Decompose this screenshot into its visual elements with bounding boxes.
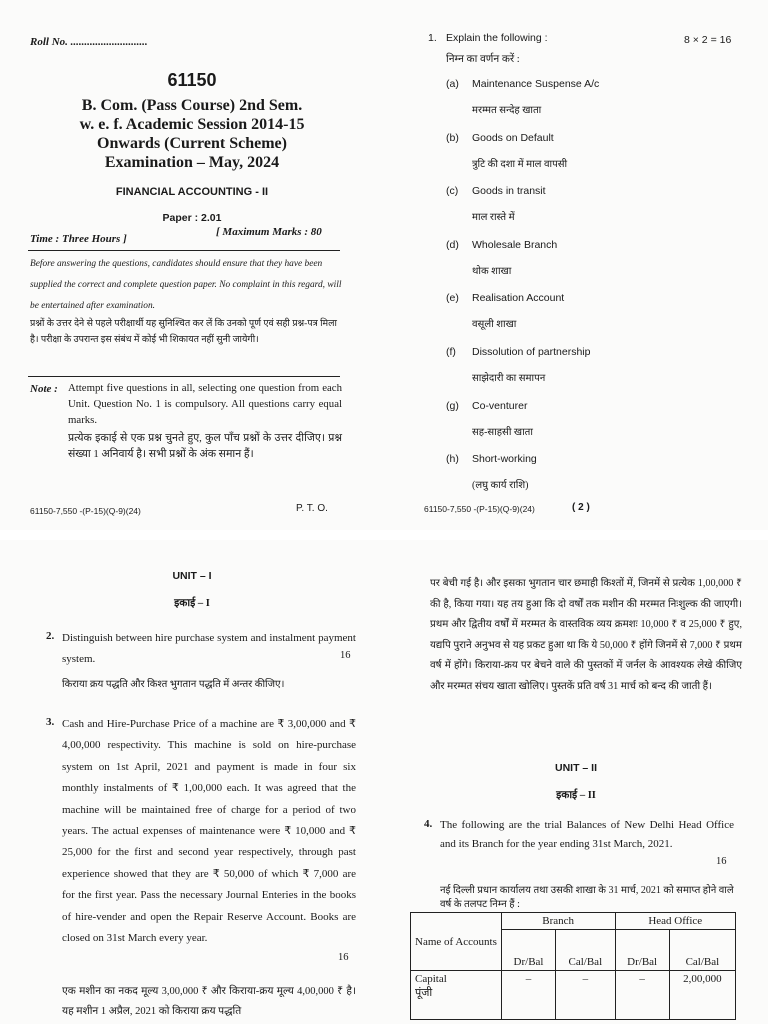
question-number: 2.: [46, 630, 55, 642]
trial-balance-table: [410, 912, 736, 1020]
sub-question-text-hindi: थोक शाखा: [472, 265, 512, 277]
exam-page-2: [384, 0, 768, 530]
divider: [28, 250, 340, 251]
exam-page-4: [384, 540, 768, 1024]
sub-question-text: Goods in transit: [472, 185, 546, 198]
column-subheader: Dr/Bal: [615, 930, 669, 971]
instructions-english: Before answering the questions, candidates should ensure that they have been supplied the correct and complete question paper. No complaint in this regard, will be entertained after examination.: [30, 259, 342, 311]
sub-question-text-hindi: सह-साहसी खाता: [472, 426, 533, 438]
table-header-row: [411, 913, 736, 930]
question-marks: 8 × 2 = 16: [684, 34, 732, 46]
subject: FINANCIAL ACCOUNTING - II: [115, 186, 269, 198]
paper-number: Paper : 2.01: [162, 212, 222, 224]
title-line: w. e. f. Academic Session 2014-15: [79, 116, 305, 133]
title-line: Onwards (Current Scheme): [97, 135, 287, 152]
exam-page-1: [0, 0, 384, 530]
sub-question-text-hindi: मरम्मत सन्देह खाता: [472, 105, 542, 116]
sub-question-text: Realisation Account: [472, 292, 565, 305]
sub-question-text-hindi: त्रुटि की दशा में माल वापसी: [472, 158, 568, 170]
pto: P. T. O.: [296, 503, 328, 514]
sub-question-label: (g): [446, 399, 459, 412]
question-text: Explain the following :: [446, 32, 548, 44]
column-header: Head Office: [615, 913, 736, 930]
title-block: [0, 96, 384, 172]
sub-question-text: Wholesale Branch: [472, 238, 558, 251]
row-label-en: Capital: [415, 973, 447, 985]
note-hindi: प्रत्येक इकाई से एक प्रश्न चुनते हुए, कुल पाँच प्रश्नों के उत्तर दीजिए। प्रश्न संख्या 1 अनिवार्य है। सभी प्रश्नों के अंक समान हैं।: [68, 432, 342, 460]
title-line: Examination – May, 2024: [104, 154, 280, 171]
question-text-hindi: किराया क्रय पद्धति और किश्त भुगतान पद्धति में अन्तर कीजिए।: [62, 679, 285, 690]
table-cell: –: [615, 971, 669, 1020]
footer-code: 61150-7,550 -(P-15)(Q-9)(24): [30, 506, 141, 516]
column-subheader: Cal/Bal: [669, 930, 735, 971]
question-text: Distinguish between hire purchase system and instalment payment system.: [62, 632, 356, 665]
question-number: 3.: [46, 716, 55, 728]
sub-question-text: Dissolution of partnership: [472, 346, 591, 358]
sub-question-text-hindi: वसूली शाखा: [472, 319, 517, 331]
sub-question-text: Short-working: [472, 453, 537, 466]
question-number: 1.: [428, 32, 437, 44]
question-marks: 16: [340, 650, 351, 661]
table-cell: –: [501, 971, 555, 1020]
unit-heading-hindi: इकाई – II: [556, 790, 596, 801]
exam-page-3: [0, 540, 384, 1024]
table-cell: 2,00,000: [669, 971, 735, 1020]
sub-question-label: (e): [446, 292, 459, 305]
unit-heading: UNIT – II: [554, 762, 597, 774]
divider: [28, 376, 340, 377]
row-label: [411, 971, 502, 1020]
question-text: The following are the trial Balances of New Delhi Head Office and its Branch for the year ending 31st March, 2021.: [440, 819, 734, 850]
column-header: Branch: [501, 913, 615, 930]
note-label: Note :: [30, 383, 58, 395]
question-text-hindi: नई दिल्ली प्रधान कार्यालय तथा उसकी शाखा के 31 मार्च, 2021 को समाप्त होने वाले वर्ष के तलपट निम्न हैं :: [440, 885, 734, 910]
note-english: Attempt five questions in all, selecting one question from each Unit. Question No. 1 is compulsory. All questions carry equal marks.: [68, 382, 342, 426]
question-marks: 16: [716, 856, 727, 867]
sub-question-text-hindi: साझेदारी का समापन: [472, 373, 546, 384]
paper-code: 61150: [167, 70, 217, 90]
sub-question-text-hindi: माल रास्ते में: [472, 212, 515, 224]
sub-question-text-hindi: (लघु कार्य राशि): [472, 480, 529, 492]
question-text-hindi: एक मशीन का नकद मूल्य 3,00,000 ₹ और किराया-क्रय मूल्य 4,00,000 ₹ है। यह मशीन 1 अप्रैल, 2021 को किराया क्रय पद्धति: [62, 986, 356, 1017]
page-number: ( 2 ): [572, 502, 590, 513]
title-line: B. Com. (Pass Course) 2nd Sem.: [81, 97, 303, 114]
question-marks: 16: [338, 952, 349, 963]
column-subheader: Dr/Bal: [501, 930, 555, 971]
table-cell: –: [556, 971, 615, 1020]
sub-question-label: (d): [446, 238, 459, 251]
question-text: Cash and Hire-Purchase Price of a machine are ₹ 3,00,000 and ₹ 4,00,000 respectivity. This machine is sold on hire-purchase system on 1st April, 2021 and payment is made in four six monthly instalments of ₹ 1,00,000 each. It was agreed that the machine will be maintained free of charge for a period of two years. The actual expenses of maintenance were ₹ 10,000 and ₹ 25,000 for the first and second year respectively, through past experience showed that they are ₹ 50,000 of which ₹ 7,000 are for the first year. Pass the necessary Journal Enteries in the books of hire-vender and open the Repair Reserve Account. Books are closed on 31st March every year.: [62, 718, 356, 945]
sub-question-label: (c): [446, 185, 459, 198]
sub-question-text: Goods on Default: [472, 131, 554, 144]
question-text-hindi: पर बेची गई है। और इसका भुगतान चार छमाही किश्तों में, जिनमें से प्रत्येक 1,00,000 ₹ की है, किया गया। यह तय हुआ कि दो वर्षों तक मशीन की मरम्मत निःशुल्क की जाएगी। प्रथम और द्वितीय वर्षों में मरम्मत के वास्तविक व्यय क्रमशः 10,000 ₹ व 25,000 ₹ हुए, यद्यपि पुराने अनुभव से यह प्रकट हुआ था कि ये 50,000 ₹ होंगे जिनमें से 7,000 ₹ प्रथम वर्ष में होंगे। किराया-क्रय पर बेचने वाले की पुस्तकों में जर्नल के आवश्यक लेखे कीजिए और मरम्मत संचय खाता खोलिए। पुस्तकें प्रति वर्ष 31 मार्च को बन्द की जाती हैं।: [430, 578, 742, 692]
unit-heading-hindi: इकाई – I: [174, 598, 210, 609]
unit-heading: UNIT – I: [172, 570, 212, 582]
sub-question-label: (a): [446, 78, 459, 90]
question-text-hindi: निम्न का वर्णन करें :: [446, 54, 520, 65]
sub-question-text: Co-venturer: [472, 399, 528, 412]
sub-question-label: (f): [446, 346, 456, 358]
footer-code: 61150-7,550 -(P-15)(Q-9)(24): [424, 504, 535, 514]
column-subheader: Cal/Bal: [556, 930, 615, 971]
row-label-hi: पूंजी: [415, 987, 433, 999]
instructions-hindi: प्रश्नों के उत्तर देने से पहले परीक्षार्थी यह सुनिश्चित कर लें कि उनको पूर्ण एवं सही प्रश्न-पत्र मिला है। परीक्षा के उपरान्त इस संबंध में कोई भी शिकायत नहीं सुनी जायेगी।: [30, 319, 337, 345]
roll-no: Roll No. ............................: [30, 36, 148, 48]
table-row: [411, 971, 736, 1020]
time-allowed: Time : Three Hours ]: [30, 233, 127, 245]
max-marks: [ Maximum Marks : 80: [216, 226, 322, 238]
sub-question-label: (b): [446, 131, 459, 144]
question-number: 4.: [424, 818, 433, 830]
sub-question-text: Maintenance Suspense A/c: [472, 78, 600, 90]
sub-question-label: (h): [446, 453, 459, 466]
column-header: Name of Accounts: [411, 913, 502, 971]
